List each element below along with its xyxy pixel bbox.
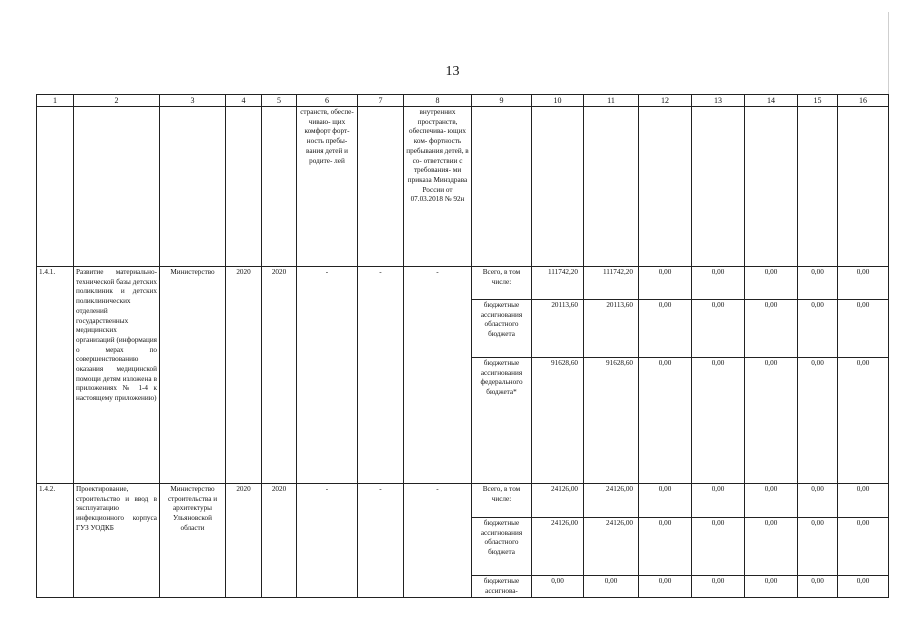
amount-cell: 0,00 xyxy=(692,300,745,358)
amount-cell: 0,00 xyxy=(745,576,798,598)
amount-cell: 0,00 xyxy=(798,267,838,300)
amount-cell: 0,00 xyxy=(798,518,838,576)
amount-cell: 24126,00 xyxy=(532,484,584,518)
column-header: 9 xyxy=(472,95,532,107)
amount-cell: 111742,20 xyxy=(532,267,584,300)
column-header: 1 xyxy=(37,95,74,107)
item-col7: - xyxy=(358,484,404,598)
amount-cell: 0,00 xyxy=(745,267,798,300)
table-row xyxy=(37,484,889,518)
item-responsible: Министерство xyxy=(160,267,226,484)
column-header: 2 xyxy=(74,95,160,107)
amount-cell: 0,00 xyxy=(639,358,692,484)
column-number-header-row xyxy=(37,95,889,107)
item-col6: - xyxy=(297,267,358,484)
amount-cell: 20113,60 xyxy=(584,300,639,358)
column-header: 12 xyxy=(639,95,692,107)
item-end-year: 2020 xyxy=(262,484,297,598)
item-start-year: 2020 xyxy=(226,484,262,598)
column-header: 5 xyxy=(262,95,297,107)
table-row xyxy=(37,267,889,300)
column-header: 7 xyxy=(358,95,404,107)
item-description: Развитие материально-технической базы детских поликлиник и детских поликлинических отделений государственных медицинских организаций (информация о мерах по совершенствованию оказания медицинской помощи детям изложена в приложениях № 1-4 к настоящему приложению) xyxy=(74,267,160,484)
amount-cell: 0,00 xyxy=(838,358,889,484)
page-number: 13 xyxy=(445,64,460,79)
amount-cell: 0,00 xyxy=(639,484,692,518)
item-col6: - xyxy=(297,484,358,598)
amount-cell: 91628,60 xyxy=(532,358,584,484)
column-header: 13 xyxy=(692,95,745,107)
column-header: 3 xyxy=(160,95,226,107)
amount-cell: 111742,20 xyxy=(584,267,639,300)
item-code: 1.4.1. xyxy=(37,267,74,484)
funding-source: бюджетные ассигнования областного бюджета xyxy=(472,300,532,358)
funding-source: бюджетные ассигнования федерального бюджета* xyxy=(472,358,532,484)
amount-cell: 0,00 xyxy=(745,518,798,576)
funding-source: бюджетные ассигнова- xyxy=(472,576,532,598)
amount-cell: 0,00 xyxy=(745,484,798,518)
amount-cell: 0,00 xyxy=(745,358,798,484)
amount-cell: 0,00 xyxy=(639,518,692,576)
amount-cell: 0,00 xyxy=(838,267,889,300)
amount-cell: 0,00 xyxy=(639,300,692,358)
amount-cell: 91628,60 xyxy=(584,358,639,484)
column-header: 15 xyxy=(798,95,838,107)
column-header: 6 xyxy=(297,95,358,107)
continuation-col8-text: внутренних пространств, обеспечива- ющих ком- фортность пребывания детей, в со- ответствии с требования- ми приказа Минздрава России от 07.03.2018 № 92н xyxy=(404,107,472,267)
funding-source: Всего, в том числе: xyxy=(472,484,532,518)
funding-source: Всего, в том числе: xyxy=(472,267,532,300)
column-header: 4 xyxy=(226,95,262,107)
item-col8: - xyxy=(404,267,472,484)
item-start-year: 2020 xyxy=(226,267,262,484)
amount-cell: 0,00 xyxy=(532,576,584,598)
amount-cell: 0,00 xyxy=(692,267,745,300)
amount-cell: 0,00 xyxy=(692,518,745,576)
item-code: 1.4.2. xyxy=(37,484,74,598)
amount-cell: 0,00 xyxy=(639,576,692,598)
amount-cell: 0,00 xyxy=(838,518,889,576)
amount-cell: 24126,00 xyxy=(584,518,639,576)
amount-cell: 24126,00 xyxy=(532,518,584,576)
item-description: Проектирование, строительство и ввод в эксплуатацию инфекционного корпуса ГУЗ УОДКБ xyxy=(74,484,160,598)
column-header: 16 xyxy=(838,95,889,107)
amount-cell: 0,00 xyxy=(798,300,838,358)
amount-cell: 0,00 xyxy=(639,267,692,300)
amount-cell: 20113,60 xyxy=(532,300,584,358)
amount-cell: 0,00 xyxy=(838,576,889,598)
amount-cell: 0,00 xyxy=(745,300,798,358)
column-header: 8 xyxy=(404,95,472,107)
column-header: 11 xyxy=(584,95,639,107)
funding-source: бюджетные ассигнования областного бюджета xyxy=(472,518,532,576)
item-col8: - xyxy=(404,484,472,598)
amount-cell: 0,00 xyxy=(692,358,745,484)
amount-cell: 0,00 xyxy=(584,576,639,598)
program-activities-table xyxy=(36,94,889,598)
amount-cell: 0,00 xyxy=(798,576,838,598)
amount-cell: 0,00 xyxy=(692,484,745,518)
item-end-year: 2020 xyxy=(262,267,297,484)
column-header: 10 xyxy=(532,95,584,107)
continuation-row xyxy=(37,107,889,267)
amount-cell: 0,00 xyxy=(798,358,838,484)
amount-cell: 0,00 xyxy=(838,300,889,358)
item-responsible: Министерство строительства и архитектуры Ульяновской области xyxy=(160,484,226,598)
amount-cell: 0,00 xyxy=(692,576,745,598)
amount-cell: 24126,00 xyxy=(584,484,639,518)
amount-cell: 0,00 xyxy=(838,484,889,518)
column-header: 14 xyxy=(745,95,798,107)
item-col7: - xyxy=(358,267,404,484)
amount-cell: 0,00 xyxy=(798,484,838,518)
continuation-col6-text: странств, обеспе- чиваю- щих комфорт форт- ность пребы- вания детей и родите- лей xyxy=(297,107,358,267)
